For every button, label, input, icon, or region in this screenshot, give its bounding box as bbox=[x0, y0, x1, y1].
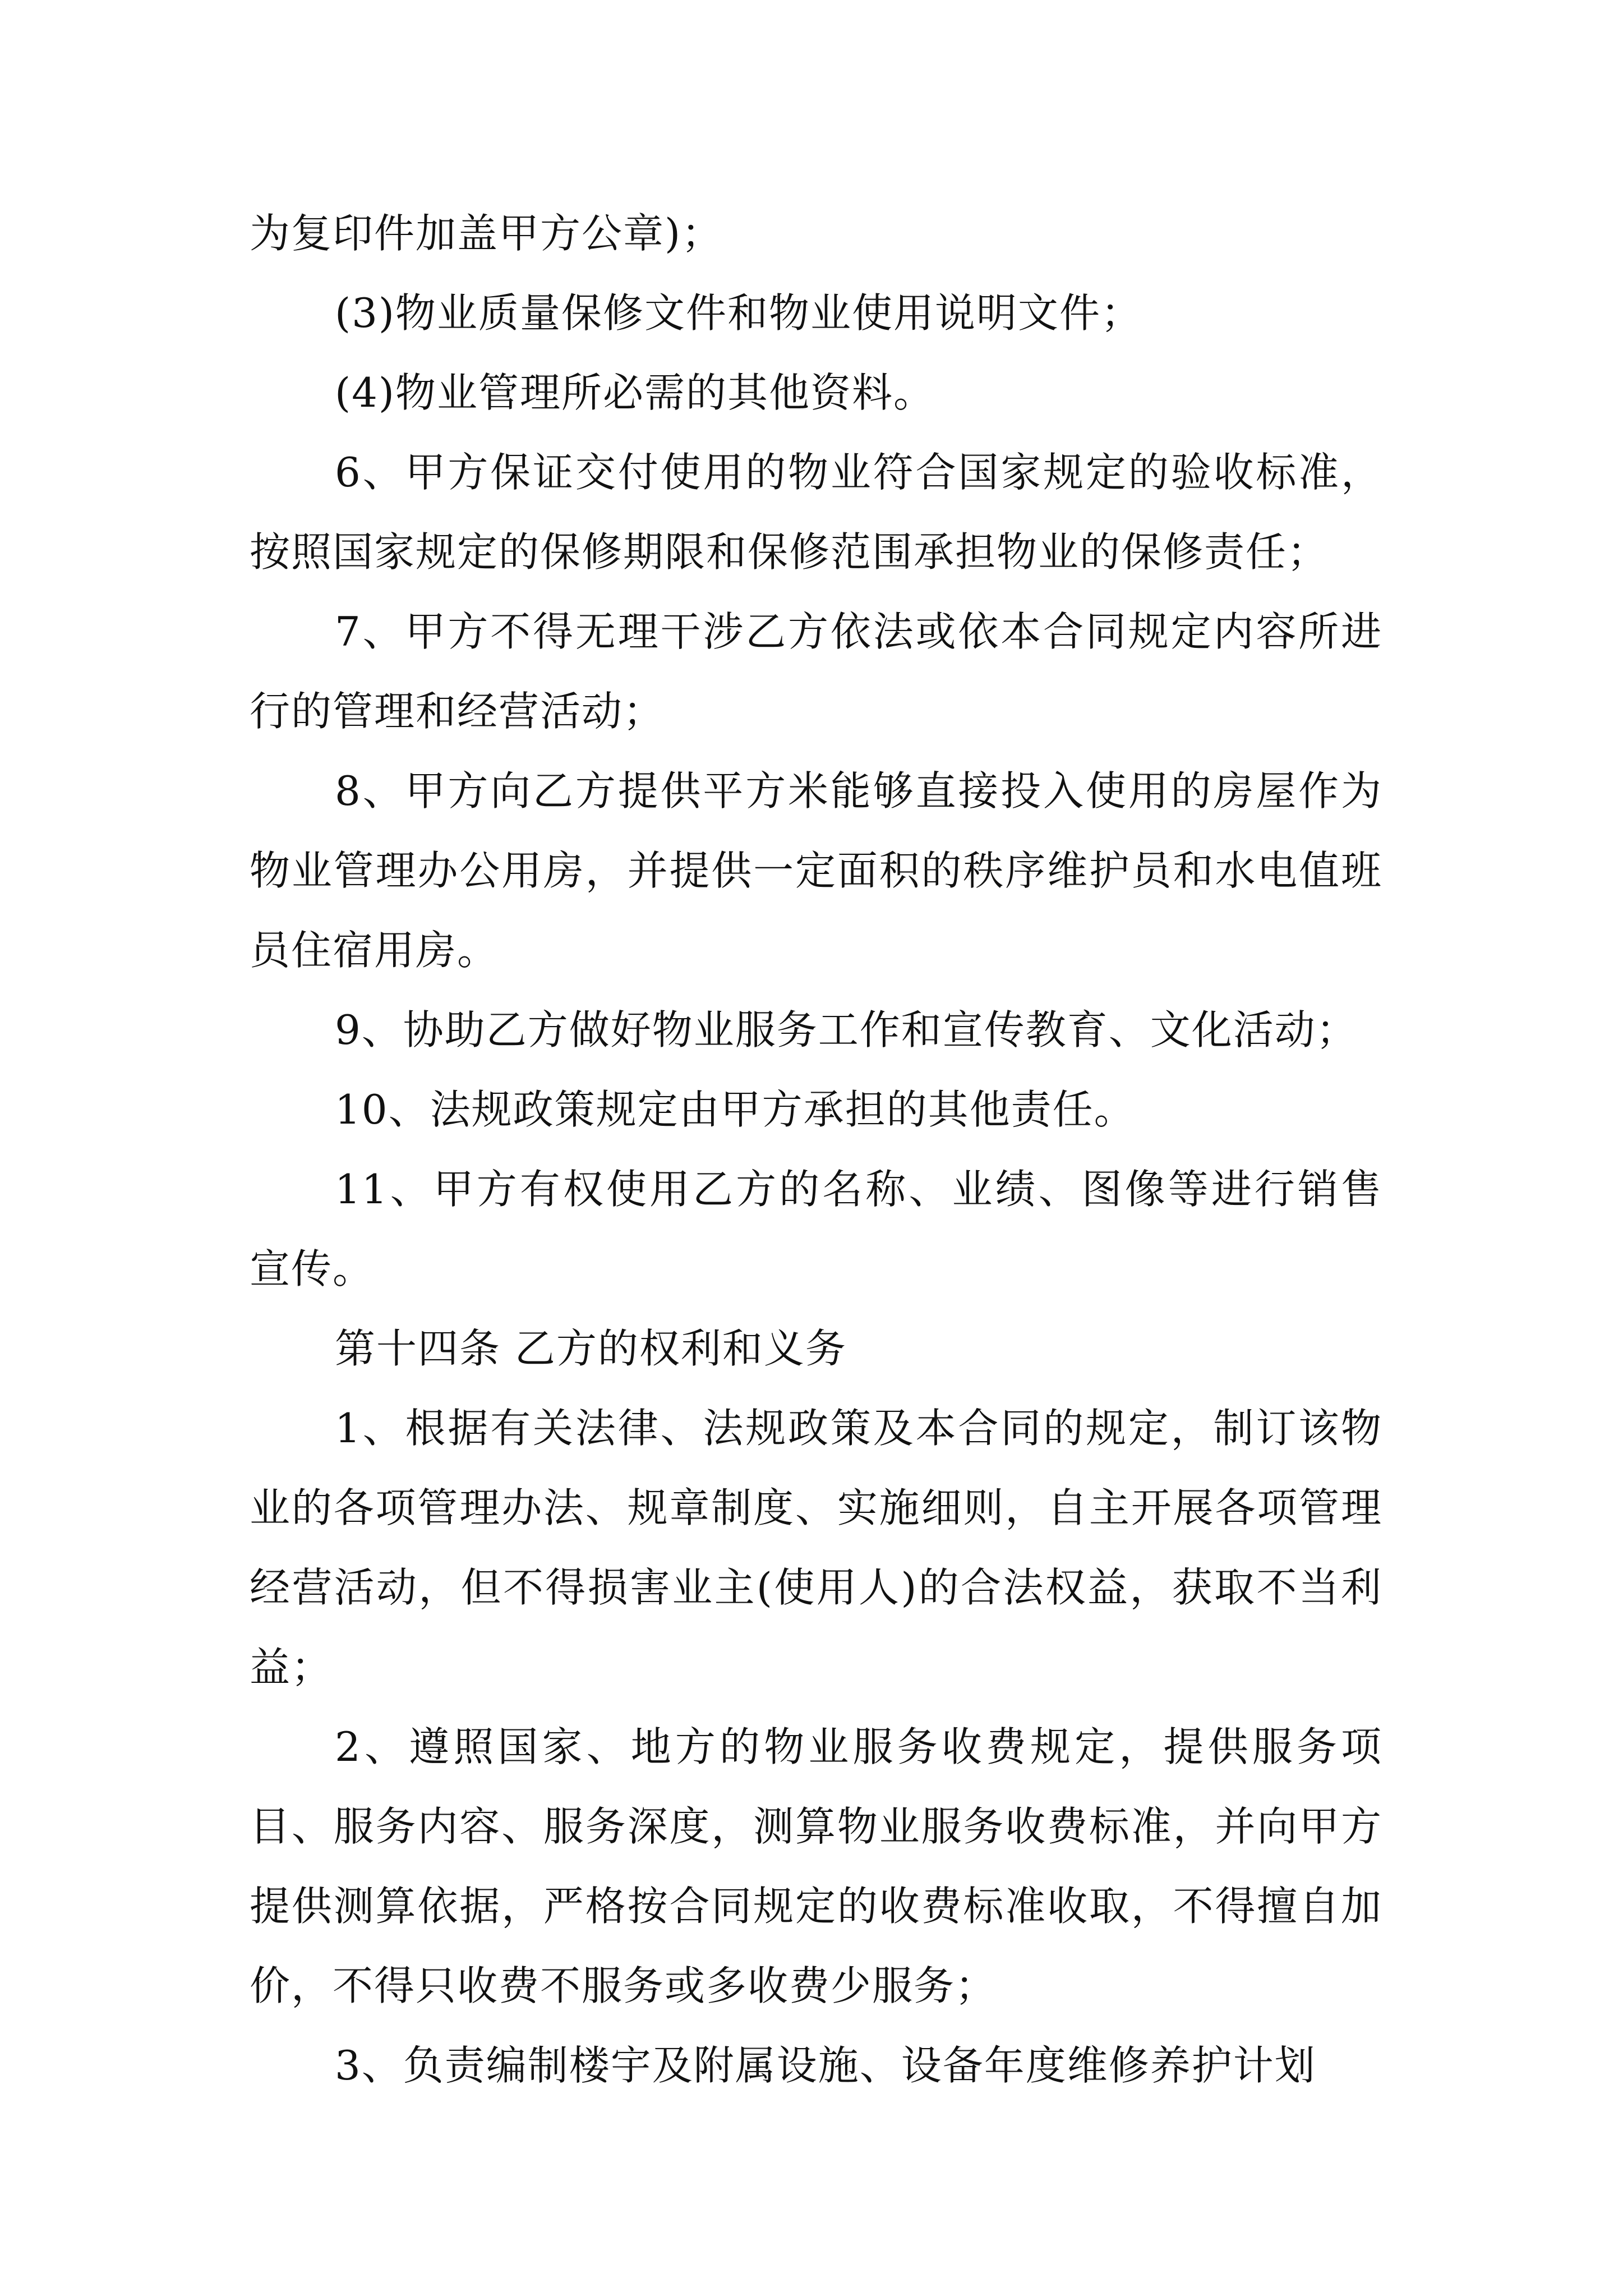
paragraph-clause-11: 11、甲方有权使用乙方的名称、业绩、图像等进行销售宣传。 bbox=[250, 1166, 1382, 1292]
paragraph-clause-10: 10、法规政策规定由甲方承担的其他责任。 bbox=[335, 1086, 1136, 1133]
paragraph-clause-6: 6、甲方保证交付使用的物业符合国家规定的验收标准，按照国家规定的保修期限和保修范围承担物业的保修责任； bbox=[250, 449, 1382, 576]
paragraph-clause-7: 7、甲方不得无理干涉乙方依法或依本合同规定内容所进行的管理和经营活动； bbox=[250, 608, 1382, 735]
paragraph-item-3: (3)物业质量保修文件和物业使用说明文件； bbox=[335, 289, 1142, 337]
article-heading-14: 第十四条 乙方的权利和义务 bbox=[335, 1325, 847, 1372]
paragraph-b-clause-1: 1、根据有关法律、法规政策及本合同的规定，制订该物业的各项管理办法、规章制度、实施细则，自主开展各项管理经营活动，但不得损害业主(使用人)的合法权益，获取不当利益； bbox=[250, 1405, 1382, 1691]
paragraph-continuation: 为复印件加盖甲方公章)； bbox=[250, 210, 723, 257]
paragraph-item-4: (4)物业管理所必需的其他资料。 bbox=[335, 369, 935, 416]
paragraph-b-clause-2: 2、遵照国家、地方的物业服务收费规定，提供服务项目、服务内容、服务深度，测算物业服务收费标准，并向甲方提供测算依据，严格按合同规定的收费标准收取，不得擅自加价，不得只收费不服务或多收费少服务； bbox=[250, 1723, 1382, 2009]
paragraph-b-clause-3: 3、负责编制楼宇及附属设施、设备年度维修养护计划 bbox=[335, 2042, 1316, 2089]
paragraph-clause-9: 9、协助乙方做好物业服务工作和宣传教育、文化活动； bbox=[335, 1006, 1358, 1053]
document-page bbox=[250, 194, 1382, 2105]
paragraph-clause-8: 8、甲方向乙方提供平方米能够直接投入使用的房屋作为物业管理办公用房，并提供一定面积的秩序维护员和水电值班员住宿用房。 bbox=[250, 767, 1382, 974]
